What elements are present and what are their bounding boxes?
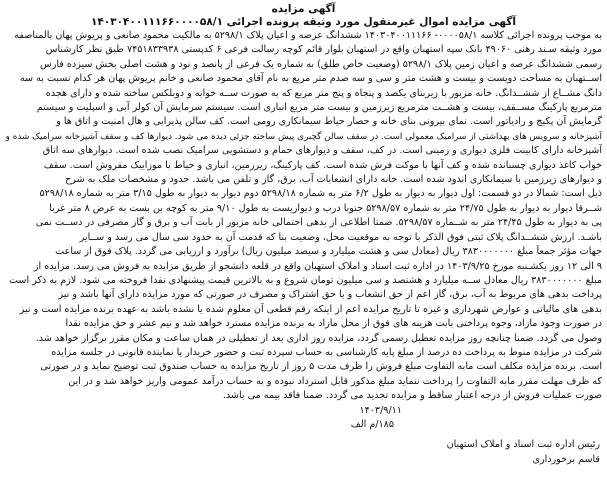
signature-name: قاسم برخورداری [532, 453, 600, 465]
signature-block [5, 438, 602, 467]
notice-body-line: که ظرف مهلت مقرر مابه التفاوت را پرداخت ننماید مبلغ مذکور قابل استرداد نبوده و به حساب درآمد عمومی واریز خواهد شد و در این [68, 375, 602, 387]
notice-body-line: است. برنده مزایده مکلف است مابه التفاوت مبلغ فروش را ظرف مدت ۵ روز از تاریخ مزایده به حساب صندوق ثبت توضیح نماید و در صورتی [40, 361, 602, 373]
notice-body-line: به موجب پرونده اجرائی کلاسه ۰۰۰۰۵۸/۱- ۱۴۰۳۰۴۰۰۱۱۱۶۶ ششدانگ عرصه و اعیان پلاک ۵۲۹۸/۱ به مالکیت محمود صانعی و پریوش پهان بالمناصفه [14, 30, 602, 41]
notice-body-line: دانگ مشــاع از ششــدانگ. خانه مزبور با زیربنای یکصد و پنجاه و پنج متر مربع که به صورت ســه خوابه و دوبلکس ساخته شده و دارای هجده [45, 87, 602, 99]
notice-body-line: ۹ الی ۱۲ روز یکشـنبه مورخ ۱۴۰۳/۹/۲۵ در اداره ثبت اسناد و املاک استهبان واقع در قلعه دانشجو از طریق مزایده به فروش می رسد. مزایده از [33, 260, 602, 272]
notice-body-line: جهات مؤثر جمعاً مبلغ ۳۸۳۰۰۰۰۰۰۰ ریال (معادل سی و هشت میلیارد و سیصد میلیون ریال) برآورد و ارزیابی می گردد. پلاک فوق از ساعت [55, 246, 602, 258]
notice-body-line: شرکت در مزایده منوط به پرداخت ده درصد از مبلغ پایه کارشناسی به حساب سپرده ثبت و حضور خریدار یا نماینده قانونی در جلسه مزایده [51, 346, 602, 358]
notice-body-line: خواب کاغذ دیواری چسبانده شده و کف آنها با موکت فرش شده است. کف پارکینگ، زیرزمین، انباری و حیاط با موزاییک مفروش است. سقف [43, 159, 602, 171]
notice-body [5, 29, 602, 404]
notice-body-line: صورت عملیات فروش از درجه اعتبار ساقط و مزایده تجدید می گردد. ضمنا فاقد بیمه می باشد. [222, 390, 602, 402]
notice-body-line: پی به دیوار به طول ۲۴/۴۵ متر به شــماره ۵۲۹۸/۵۷. ضمنا اطلاعی از بدهی احتمالی خانه مزبور از بابت آب و برق و گاز مصرفی در دســت نمی [35, 217, 602, 229]
notice-body-line: و دیوارهای زیرزمین با سیمانکاری اندود شده است. خانه دارای انشعابات آب، برق، گاز و تلفن می باشد. حدود و مشخصات ملک به شرح [65, 174, 602, 186]
notice-body-line: آشپزخانه دارای کابینت فلزی دیواری و زمینی است. در کف، سقف و دیوارهای حمام و دستشویی سرامیک نصب شده است. دیوارهای سه اتاق [42, 145, 602, 157]
notice-body-line: پرداخت بدهی های مربوط به آب، برق، گاز اعم از حق انشعاب و یا حق اشتراک و مصرف در صورتی که مورد مزایده دارای آنها باشد و نیز [58, 289, 602, 301]
notice-body-line: گرمایش آن پکیج و رادیاتور است. نمای بیرونی بنای خانه و حصار حیاط سیمانکاری رومی است. کف سالن پذیرایی و هال امنیت و اتاق ها و [56, 116, 602, 128]
notice-body-line: مترمربع پارکینگ مســقف، بیست و هشــت مترمربع زیرزمین و بیست متر مربع انباری است. سیستم سرمایش آن کولر آبی و اسپلیت و سیستم [36, 102, 602, 114]
notice-body-line: باشـد. ارزش ششــدانگ پلاک ثبتی فوق الذکر با توجه به موقعیت محل، وضعیت بنا که قدمت آن به حدود سی سال می رسد و ســایر [79, 231, 602, 243]
notice-body-line: در صورت وجود مازاد، وجوه پرداختی بابت هزینه های فوق از محل مازاد به برنده مزایده مسترد خواهد شد و نیم عشر و حق مزایده نقدا [65, 318, 602, 330]
notice-body-line: اســتهبان به مساحت دویست و بیست و هشت متر و سی و سه صدم متر مربع به نام آقای محمود صانعی و خانم پریوش پهان هر کدام نسبت به سه [19, 73, 602, 85]
notice-subheading: آگهی مزایده اموال غیرمنقول مورد وثیقه پرونده اجرائی ۱۴۰۳۰۴۰۰۱۱۱۶۶۰۰۰۰۵۸/۱ [90, 16, 517, 28]
notice-body-line: مبلغ ۳۸۳۰۰۰۰۰۰۰ ریال معادل ســه میلیارد و هشتصد و سی میلیون تومان شروع و به بالاترین قیمت پیشنهادی نقدا فروخته می شود. لازم به ذکر است [9, 274, 602, 286]
notice-date: ۱۴۰۳/۹/۱۱ [359, 404, 402, 416]
notice-body-line: رسمی ششدانگ عرصه و اعیان زمین پلاک ۵۲۹۸/۱ (وضعیت خاص طلق) به شماره یک فرعی از پانصد و نود و هشت اصلی بخش سیزده فارس [40, 58, 602, 70]
notice-heading: آگهی مزایده [271, 3, 336, 15]
notice-body-line: شــرقا دیوار به دیوار به طول ۲۴/۷۵ متر به شماره ۵۲۹۸/۵۷ جنوبا درب و دیواریست به طول ۹/۱۰ متر به کوچه بن بست به عرض ۸ متر غربا [49, 202, 602, 214]
notice-body-line: ذیل است: شمالا در دو قسمت: اول دیوار به دیوار به طول ۶/۲ متر به شماره ۵۲۹۸/۱۸ دوم دیوار به دیوار به طول ۳/۱۵ متر به شماره ۵۲۹۸/۱۸ [39, 188, 602, 200]
notice-reference: ۱۸۵/م الف [350, 418, 394, 430]
signature-office: رئیس اداره ثبت اسناد و املاک استهبان [446, 439, 600, 451]
notice-body-line: آشپزخانه و سرویس های بهداشتی از سرامیک معمولی است. در سقف سالن گچبری پیش ساخته جزئی دیده می شود. دیوارها کف و سقف آشپزخانه سرامیک شده و [5, 131, 602, 142]
notice-body-line: وصول می گردد. ضمنا چنانچه روز مزایده تعطیل رسمی گردد، مزایده روز اداری بعد از تعطیلی در همان ساعت و مکان مقرر برگزار خواهد شد. [35, 332, 602, 344]
notice-body-line: مورد وثیقه سـند رهنی ۴۹۰۶۰ بانک سپه استهبان واقع در استهبان بلوار قائم کوچه رسالت فرعی ۶ کدپستی ۷۴۵۱۸۳۳۹۳۸ طبق نظر کارشناس [45, 44, 602, 56]
notice-body-line: بدهی های مالیاتی و عوارض شهرداری و غیره تا تاریخ مزایده اعم از اینکه رقم قطعی آن معلوم شده یا نشده باشد به عهده برنده مزایده است و نیز [19, 303, 602, 315]
